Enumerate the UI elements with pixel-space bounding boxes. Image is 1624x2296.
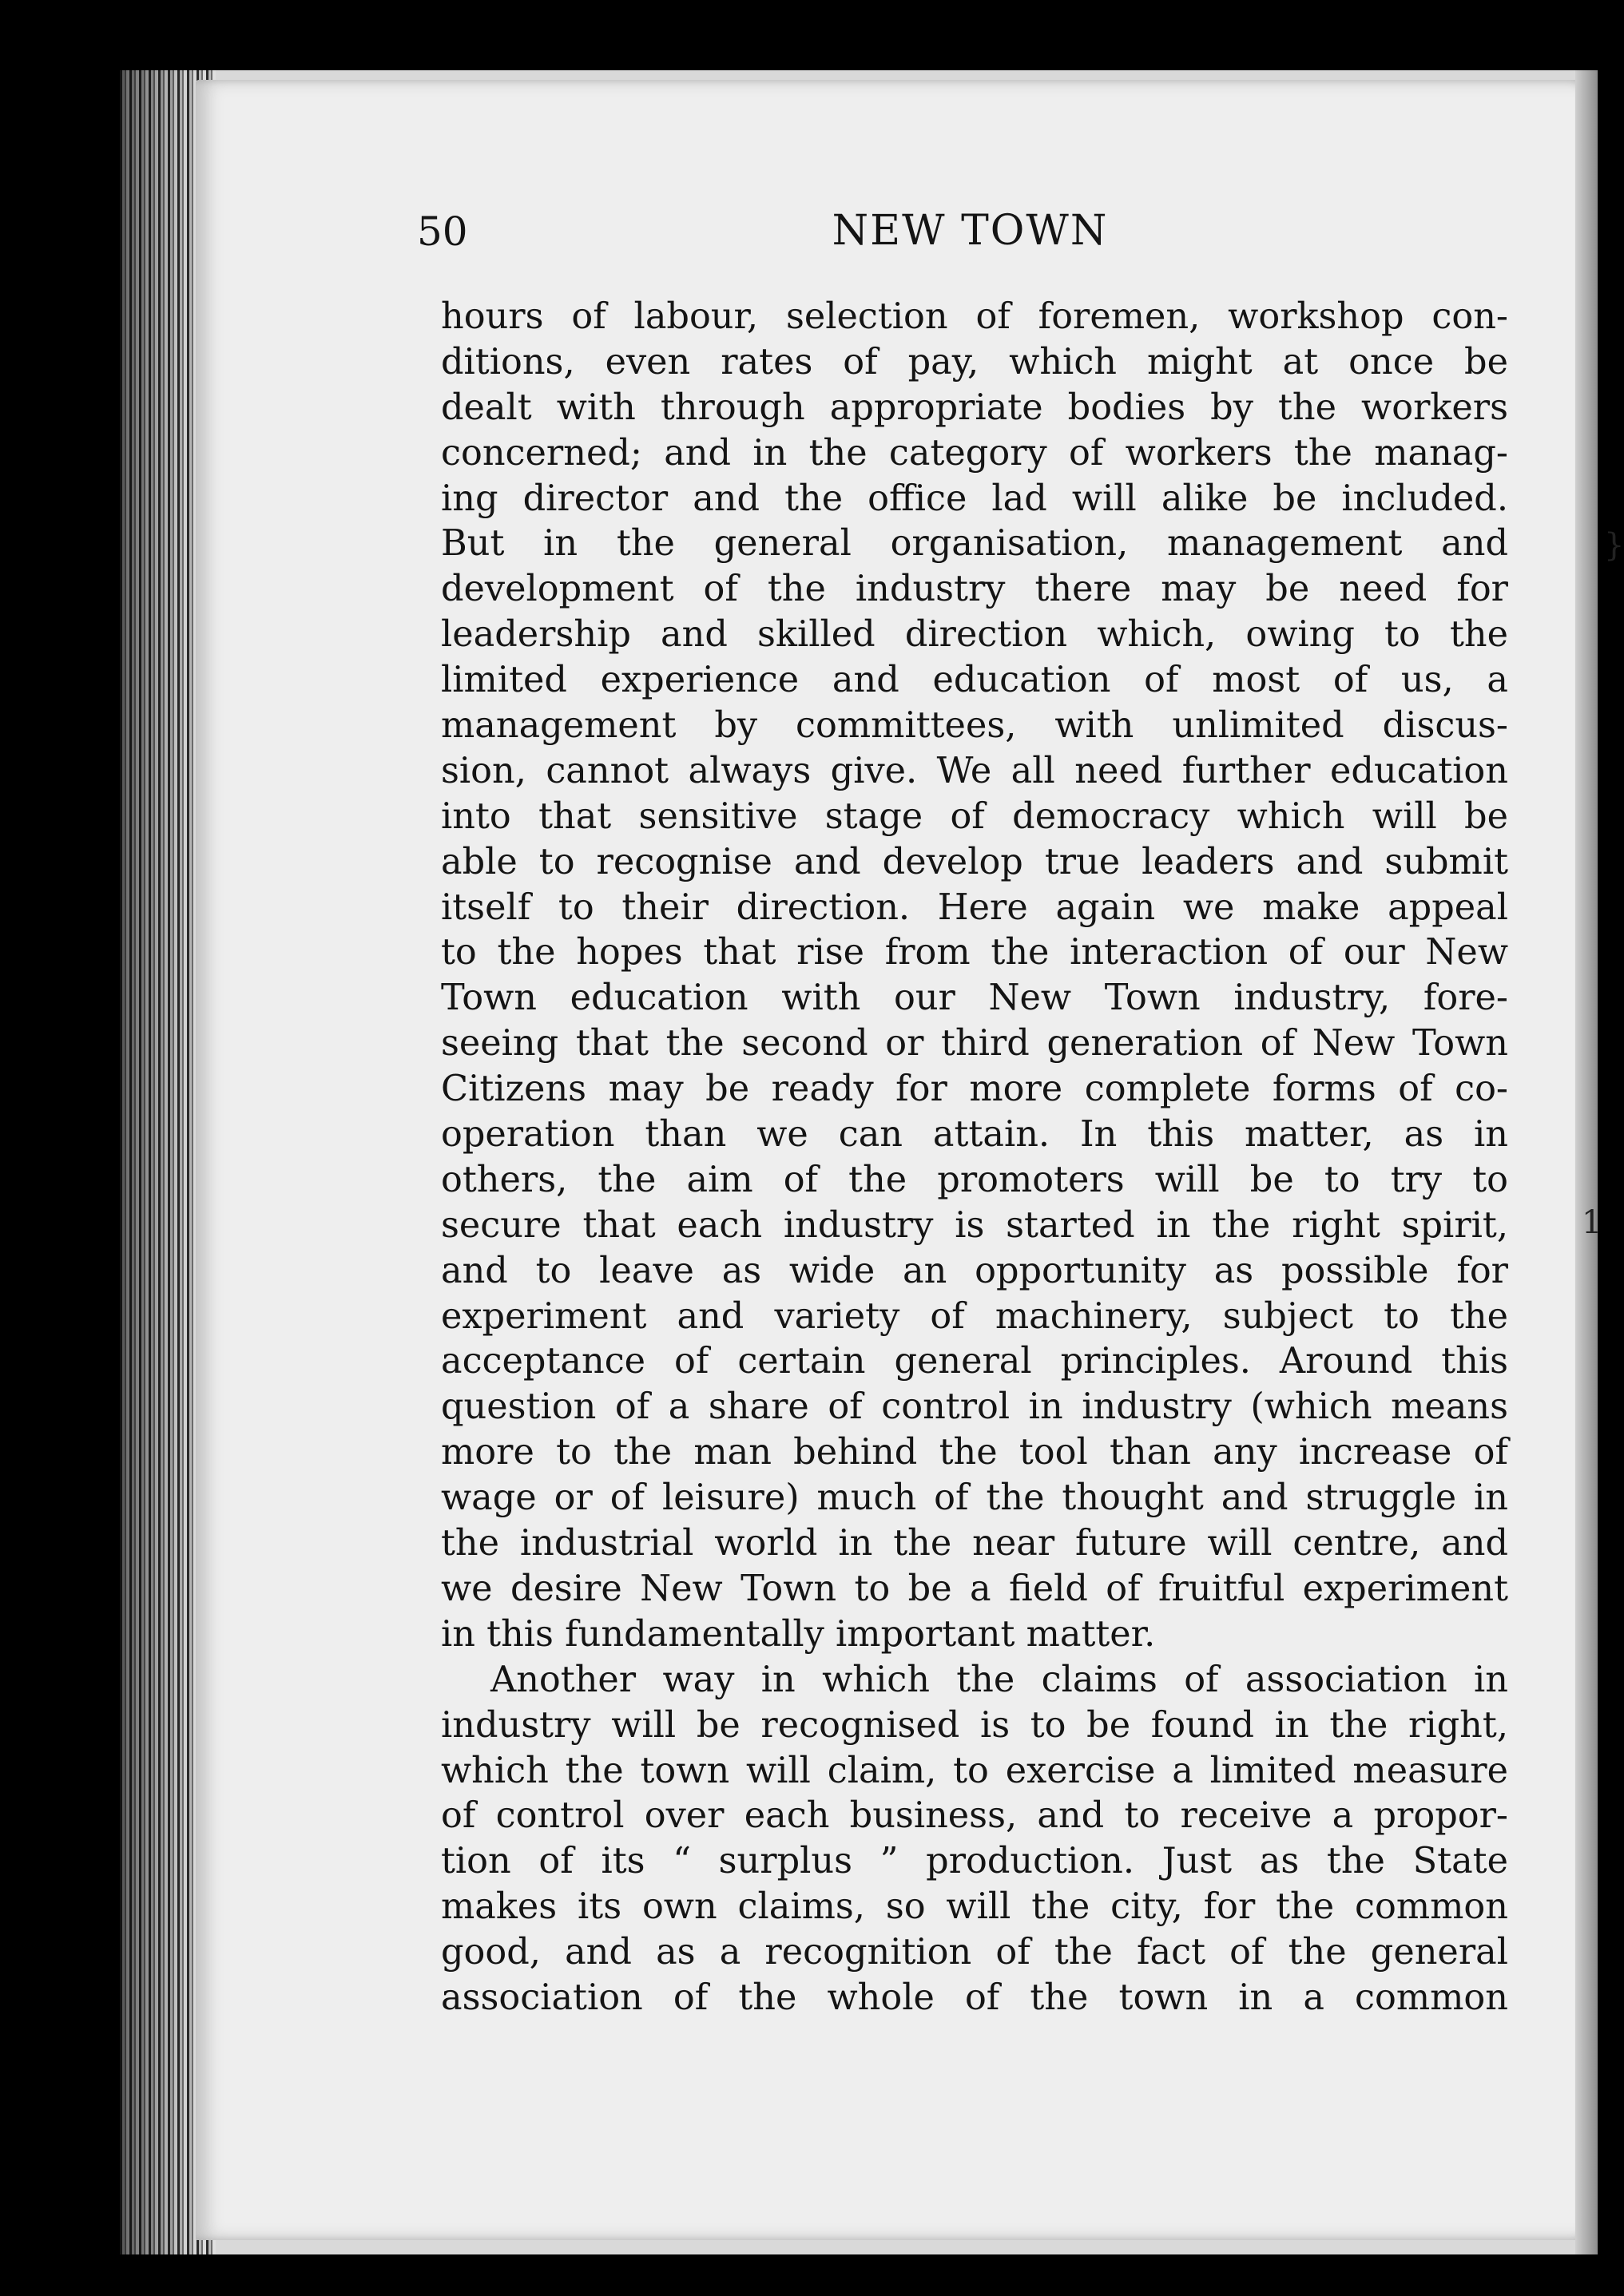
text-line: itself to their direction. Here again we make appeal (441, 886, 1508, 928)
margin-mark-one: 1 (1582, 1204, 1602, 1241)
running-title: NEW TOWN (832, 207, 1109, 255)
text-line: But in the general organisation, management and (441, 522, 1508, 565)
text-line: in this fundamentally important matter. (441, 1612, 1156, 1655)
text-line: others, the aim of the promoters will be to try to (441, 1158, 1508, 1200)
text-line: into that sensitive stage of democracy which will be (441, 795, 1508, 837)
margin-mark-brace: } (1604, 527, 1624, 564)
text-line: the industrial world in the near future will centre, and (441, 1522, 1508, 1564)
text-line: hours of labour, selection of foremen, workshop con- (441, 295, 1508, 337)
page-number: 50 (417, 208, 468, 255)
text-line: tion of its “ surplus ” production. Just as the State (441, 1840, 1508, 1882)
text-line: which the town will claim, to exercise a limited measure (441, 1749, 1508, 1791)
text-line: Another way in which the claims of association in (490, 1658, 1508, 1700)
text-line: acceptance of certain general principles. Around this (441, 1340, 1508, 1382)
text-line: question of a share of control in industry (which means (441, 1386, 1508, 1428)
text-line: sion, cannot always give. We all need further education (441, 749, 1508, 791)
text-line: to the hopes that rise from the interaction of our New (441, 931, 1508, 974)
text-line: experiment and variety of machinery, subject to the (441, 1295, 1508, 1337)
body-text (441, 294, 1508, 2020)
text-line: and to leave as wide an opportunity as possible for (441, 1249, 1508, 1291)
text-line: makes its own claims, so will the city, for the common (441, 1886, 1508, 1928)
text-line: ing director and the office lad will alike be included. (441, 477, 1508, 519)
text-line: Citizens may be ready for more complete forms of co- (441, 1068, 1508, 1110)
text-line: management by committees, with unlimited discus- (441, 704, 1508, 747)
text-line: dealt with through appropriate bodies by the workers (441, 386, 1508, 428)
text-line: we desire New Town to be a field of fruitful experiment (441, 1567, 1508, 1609)
text-line: good, and as a recognition of the fact of the general (441, 1931, 1508, 1973)
text-line: seeing that the second or third generation of New Town (441, 1022, 1508, 1065)
text-line: Town education with our New Town industry, fore- (441, 977, 1508, 1019)
text-line: wage or of leisure) much of the thought and struggle in (441, 1477, 1508, 1519)
text-line: secure that each industry is started in the right spirit, (441, 1204, 1508, 1246)
text-line: operation than we can attain. In this matter, as in (441, 1113, 1508, 1156)
text-line: more to the man behind the tool than any increase of (441, 1431, 1508, 1473)
right-gutter (1575, 70, 1598, 2254)
text-line: ditions, even rates of pay, which might at once be (441, 340, 1508, 383)
text-line: limited experience and education of most of us, a (441, 659, 1508, 701)
text-line: of control over each business, and to receive a propor- (441, 1794, 1508, 1837)
text-line: able to recognise and develop true leaders and submit (441, 840, 1508, 882)
text-line: development of the industry there may be need for (441, 568, 1508, 610)
text-line: association of the whole of the town in a common (441, 1976, 1508, 2018)
text-line: concerned; and in the category of workers the manag- (441, 431, 1508, 474)
running-head (417, 206, 1523, 262)
text-line: leadership and skilled direction which, owing to the (441, 613, 1508, 656)
text-line: industry will be recognised is to be found in the right, (441, 1703, 1508, 1746)
